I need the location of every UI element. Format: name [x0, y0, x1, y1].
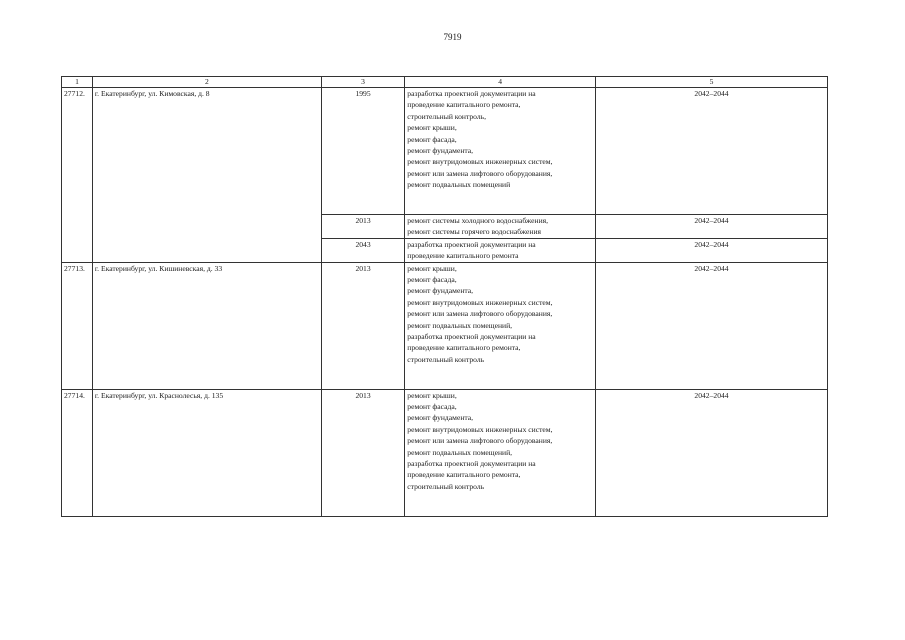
record-works	[405, 215, 596, 239]
work-item: ремонт фасада,	[407, 275, 457, 285]
repair-schedule-table	[61, 76, 828, 517]
record-works	[405, 88, 596, 215]
work-item: проведение капитального ремонта,	[407, 470, 521, 480]
work-item: ремонт крыши,	[407, 263, 457, 273]
record-year: 2013	[321, 215, 405, 239]
record-number: 27713.	[62, 262, 93, 389]
record-year: 2043	[321, 238, 405, 262]
record-period: 2042–2044	[596, 262, 828, 389]
work-item: разработка проектной документации на	[407, 239, 536, 249]
work-item: ремонт крыши,	[407, 390, 457, 400]
record-works	[405, 389, 596, 516]
work-item: ремонт фундамента,	[407, 286, 474, 296]
column-number: 2	[92, 77, 321, 88]
record-works	[405, 238, 596, 262]
work-item: разработка проектной документации на	[407, 89, 536, 98]
column-number-row	[62, 77, 828, 88]
work-item: ремонт или замена лифтового оборудования,	[407, 436, 553, 446]
column-number: 1	[62, 77, 93, 88]
record-period: 2042–2044	[596, 238, 828, 262]
work-item: ремонт или замена лифтового оборудования,	[407, 309, 553, 319]
work-item: ремонт внутридомовых инженерных систем,	[407, 297, 553, 307]
work-item: строительный контроль,	[407, 111, 487, 121]
work-item: ремонт фасада,	[407, 402, 457, 412]
work-item: строительный контроль	[407, 354, 485, 364]
work-item: проведение капитального ремонта	[407, 251, 519, 261]
work-item: ремонт крыши,	[407, 123, 457, 133]
record-address: г. Екатеринбург, ул. Кимовская, д. 8	[92, 88, 321, 263]
work-item: разработка проектной документации на	[407, 459, 536, 469]
work-item: разработка проектной документации на	[407, 332, 536, 342]
record-period: 2042–2044	[596, 215, 828, 239]
work-item: ремонт или замена лифтового оборудования,	[407, 168, 553, 178]
column-number: 3	[321, 77, 405, 88]
record-number: 27714.	[62, 389, 93, 516]
work-item: ремонт внутридомовых инженерных систем,	[407, 157, 553, 167]
work-item: ремонт системы горячего водоснабжения	[407, 227, 542, 237]
work-item: проведение капитального ремонта,	[407, 343, 521, 353]
record-period: 2042–2044	[596, 88, 828, 215]
record-number: 27712.	[62, 88, 93, 263]
record-year: 2013	[321, 262, 405, 389]
record-works	[405, 262, 596, 389]
record-address: г. Екатеринбург, ул. Краснолесья, д. 135	[92, 389, 321, 516]
record-year: 1995	[321, 88, 405, 215]
record-year: 2013	[321, 389, 405, 516]
work-item: ремонт системы холодного водоснабжения,	[407, 216, 549, 225]
table-row	[62, 88, 828, 215]
work-item: строительный контроль	[407, 481, 485, 491]
column-number: 4	[405, 77, 596, 88]
table-row	[62, 389, 828, 516]
page-number: 7919	[443, 32, 462, 42]
column-number: 5	[596, 77, 828, 88]
work-item: ремонт подвальных помещений,	[407, 320, 513, 330]
work-item: ремонт фасада,	[407, 134, 457, 144]
record-address: г. Екатеринбург, ул. Кишиневская, д. 33	[92, 262, 321, 389]
table-row	[62, 262, 828, 389]
work-item: ремонт подвальных помещений,	[407, 447, 513, 457]
work-item: ремонт внутридомовых инженерных систем,	[407, 424, 553, 434]
record-period: 2042–2044	[596, 389, 828, 516]
work-item: ремонт фундамента,	[407, 146, 474, 156]
work-item: ремонт подвальных помещений	[407, 180, 511, 190]
work-item: проведение капитального ремонта,	[407, 100, 521, 110]
work-item: ремонт фундамента,	[407, 413, 474, 423]
